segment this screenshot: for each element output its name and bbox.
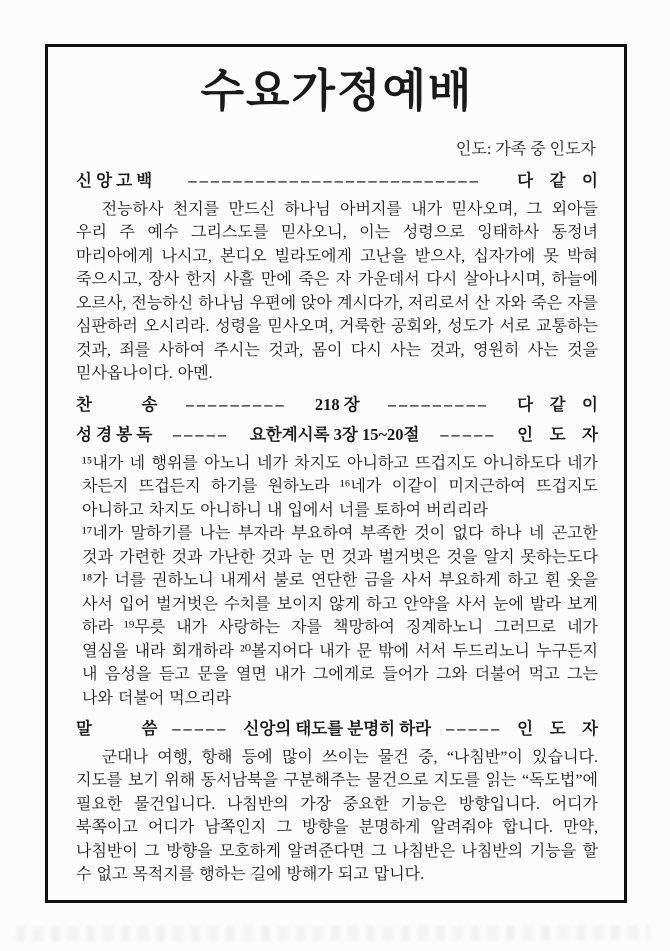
scripture-block <box>82 452 598 711</box>
scripture-reference: 요한계시록 3장 15~20절 <box>249 425 420 445</box>
sermon-title: 신앙의 태도를 분명히 하라 <box>243 719 432 739</box>
dash-leader: ––––– <box>446 719 503 739</box>
worship-bulletin-frame <box>45 44 627 903</box>
dash-leader: –––––––––––––––––––––––––– <box>188 171 481 191</box>
order-label: 찬 송 <box>76 394 158 414</box>
order-line-creed <box>76 169 598 193</box>
scripture-paragraph: ¹⁵내가 네 행위를 아노니 네가 차지도 아니하고 뜨겁지도 아니하도다 네가 차든지 뜨겁든지 하기를 원하노라 ¹⁶네가 이같이 미지근하여 뜨겁지도 아니하고 차지도 아니하니 내 입에서 너를 토하여 버리리라 <box>82 454 598 519</box>
dash-leader: ––––––––– <box>185 394 287 414</box>
order-performer: 다 같 이 <box>517 394 598 414</box>
dash-leader: ––––– <box>172 719 229 739</box>
dash-leader: ––––– <box>172 425 230 445</box>
page-title: 수요가정예배 <box>200 66 474 116</box>
order-line-hymn <box>76 393 598 417</box>
scan-bleed-artifact <box>16 925 650 942</box>
message-paragraph: 군대나 여행, 항해 등에 많이 쓰이는 물건 중, “나침반”이 있습니다. 지도를 보기 위해 동서남북을 구분해주는 물건으로 지도를 읽는 “독도법”에 필요한 물건입니다. 나침반의 가장 중요한 기능은 방향입니다. 어디가 북쪽이고 어디가 남쪽인지 그 방향을 분명하게 알려줘야 합니다. 만약, 나침반이 그 방향을 모호하게 알려준다면 그 나침반은 나침반의 기능을 할 수 없고 목적지를 행하는 길에 방해가 되고 맙니다. <box>76 748 598 884</box>
leader-note: 인도: 가족 중 인도자 <box>455 140 596 158</box>
order-line-scripture-reading <box>76 423 598 447</box>
order-performer: 다 같 이 <box>517 171 598 191</box>
order-performer: 인 도 자 <box>517 425 598 445</box>
dash-leader: ––––– <box>440 425 497 445</box>
scripture-paragraph: ¹⁷네가 말하기를 나는 부자라 부요하여 부족한 것이 없다 하나 네 곤고한 것과 가련한 것과 가난한 것과 눈 먼 것과 벌거벗은 것을 알지 못하는도다 ¹⁸가 너를 권하노니 내게서 불로 연단한 금을 사서 부요하게 하고 흰 옷을 사서 입어 벌거벗은 수치를 보이지 않게 하고 안약을 사서 눈에 발라 보게 하라 ¹⁹무릇 내가 사랑하는 자를 책망하여 징계하노니 그러므로 네가 열심을 내라 회개하라 ²⁰볼지어다 내가 문 밖에 서서 두드리노니 누구든지 내 음성을 듣고 문을 열면 내가 그에게로 들어가 그와 더불어 먹고 그는 나와 더불어 먹으리라 <box>82 525 598 707</box>
hymn-number: 218 장 <box>314 394 360 414</box>
dash-leader: ––––––––– <box>387 394 490 414</box>
order-line-message <box>76 717 598 741</box>
order-performer: 인 도 자 <box>517 719 598 739</box>
order-label: 말 씀 <box>76 719 158 739</box>
creed-paragraph: 전능하사 천지를 만드신 하나님 아버지를 내가 믿사오며, 그 외아들 우리 주 예수 그리스도를 믿사오니, 이는 성령으로 잉태하사 동정녀 마리아에게 나시고, 본디오 빌라도에게 고난을 받으사, 십자가에 못 박혀 죽으시고, 장사 한지 사흘 만에 죽은 자 가운데서 다시 살아나시며, 하늘에 오르사, 전능하신 하나님 우편에 앉아 계시다가, 저리로서 산 자와 죽은 자를 심판하러 오시리라. 성령을 믿사오며, 거룩한 공회와, 성도가 서로 교통하는 것과, 죄를 사하여 주시는 것과, 몸이 다시 사는 것과, 영원히 사는 것을 믿사옵나이다. 아멘. <box>76 200 598 383</box>
order-label: 신 앙 고 백 <box>76 171 153 191</box>
order-label: 성 경 봉 독 <box>76 425 153 445</box>
